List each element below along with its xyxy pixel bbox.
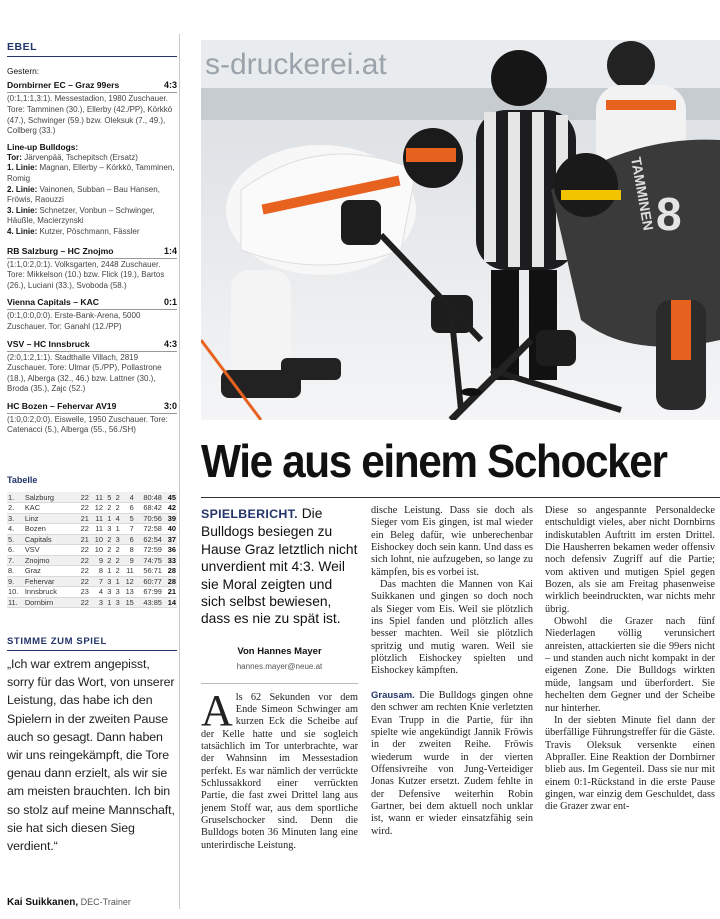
table-cell-l: 2	[112, 555, 120, 566]
table-cell-ot: 15	[121, 597, 135, 608]
article-paragraph: Grausam. Die Bulldogs gingen ohne den schwer am rechten Knie verletzten Evan Trupp in die Partie, für ihn spielte wie angekündigt Jannik Fröwis in der zweiten Reihe. Fröwis wiederum wurde in der vierten Offensivreihe von Jung-Verteidiger Jonas Kutzer ersetzt. Zudem fehlte in der Defensive weiterhin Robin Gartner, bei dem aktuell noch unklar ist, wann er wieder einsatzfähig sein wird.	[371, 689, 533, 837]
table-cell-l: 1	[112, 524, 120, 535]
table-cell-l: 1	[112, 576, 120, 587]
game-details: (0:1,0:0,0:0). Erste-Bank-Arena, 5000 Zuschauer. Tor: Ganahl (12./PP)	[7, 309, 177, 332]
table-cell-goals: 68:42	[135, 503, 163, 514]
table-cell-rank: 9.	[7, 576, 24, 587]
table-row	[7, 513, 177, 524]
table-cell-gp: 21	[76, 513, 90, 524]
article-paragraph: Als 62 Sekunden vor dem Ende Simeon Schwinger am kurzen Eck die Scheibe auf der Kelle hatte und sie sogleich tatsächlich im Tor unterbrachte, war der Wahnsinn im Messestadion perfekt. Es war nämlich der verrückte Schlussakkord einer verrückten Partie, die fast zwei Drittel lang aus jenem Stoff war, aus dem sportliche Gruselschocker sind. Denn die Bulldogs boten 36 Minuten lang eine unterirdische Leistung.	[201, 685, 358, 851]
results-block	[7, 66, 177, 436]
game-result	[7, 80, 177, 136]
table-cell-rank: 3.	[7, 513, 24, 524]
game-result	[7, 339, 177, 395]
lineup-row: 1. Linie: Magnan, Ellerby – Körkkö, Tamminen, Romig	[7, 163, 175, 183]
table-cell-l: 2	[112, 492, 120, 503]
table-cell-o: 5	[104, 492, 112, 503]
game-score: 0:1	[163, 297, 177, 308]
table-cell-gp: 22	[76, 566, 90, 577]
article-paragraph: Obwohl die Grazer nach fünf Niederlagen völlig verunsichert anreisten, attackierten sie die 99ers nicht – und standen auch nicht kompakt in der eigenen Zone. Die Bulldogs wirkten müde, langsam und überfordert. Sie hechelten dem Gegner und der Scheibe nur hinterher.	[545, 616, 715, 714]
table-cell-ot: 5	[121, 513, 135, 524]
table-cell-w: 4	[90, 587, 104, 598]
table-cell-gp: 21	[76, 534, 90, 545]
table-cell-ot: 7	[121, 524, 135, 535]
table-cell-w: 10	[90, 545, 104, 556]
table-cell-goals: 56:71	[135, 566, 163, 577]
game-result	[7, 297, 177, 332]
drop-cap: A	[201, 685, 233, 735]
table-cell-goals: 72:58	[135, 524, 163, 535]
quote-section-title: STIMME ZUM SPIEL	[7, 636, 107, 647]
table-row	[7, 524, 177, 535]
table-row	[7, 545, 177, 556]
quote-divider	[7, 650, 177, 651]
article-column-3	[545, 505, 715, 814]
table-cell-gp: 22	[76, 503, 90, 514]
game-details: (1:1,0:2,0:1). Volksgarten, 2448 Zuschauer. Tore: Mikkelson (10.) bzw. Flick (19.), Bartos (26.), Luciani (33.), Svoboda (58.)	[7, 258, 177, 292]
table-cell-team: Capitals	[24, 534, 76, 545]
table-cell-o: 2	[104, 545, 112, 556]
lineup-row: 4. Linie: Kutzer, Pöschmann, Fässler	[7, 226, 140, 236]
game-teams: RB Salzburg – HC Znojmo	[7, 245, 114, 256]
table-cell-goals: 67:99	[135, 587, 163, 598]
article-paragraph: Das machten die Mannen von Kai Suikkanen und gingen so doch noch als Sieger vom Eis. Weil sie plötzlich ins Spiel fanden und plötzlich alles besser machten. Weil sie plötzlich spritzig und mutig waren. Weil sie plötzlich Eishockey spielten und Eishockey kämpften.	[371, 579, 533, 677]
table-cell-l: 2	[112, 545, 120, 556]
table-cell-goals: 80:48	[135, 492, 163, 503]
table-cell-goals: 74:75	[135, 555, 163, 566]
table-cell-l: 3	[112, 534, 120, 545]
table-cell-pts: 28	[163, 576, 177, 587]
table-cell-rank: 5.	[7, 534, 24, 545]
quote-author-role: DEC-Trainer	[80, 897, 131, 907]
lineup-block	[7, 142, 177, 238]
table-title: Tabelle	[7, 475, 38, 485]
article-paragraph: dische Leistung. Dass sie doch als Sieger vom Eis gingen, ist mal wieder ein Beleg dafür, wie unberechenbar Eishockey doch sein kann. Und dass es sich lohnt, nie aufzugeben, so lange zu kämpfen, bis es vorbei ist.	[371, 505, 533, 578]
table-cell-team: Graz	[24, 566, 76, 577]
table-cell-w: 7	[90, 576, 104, 587]
byline	[201, 646, 358, 674]
game-score: 4:3	[163, 338, 177, 349]
standings-table	[7, 492, 177, 608]
lineup-row: Tor: Järvenpää, Tschepitsch (Ersatz)	[7, 152, 138, 162]
quote-author-name: Kai Suikkanen,	[7, 897, 79, 908]
table-cell-rank: 7.	[7, 555, 24, 566]
table-cell-pts: 21	[163, 587, 177, 598]
table-cell-team: Znojmo	[24, 555, 76, 566]
table-cell-l: 2	[112, 503, 120, 514]
table-cell-o: 3	[104, 587, 112, 598]
table-cell-gp: 22	[76, 492, 90, 503]
lineup-row: 2. Linie: Vainonen, Subban – Bau Hansen, Fröwis, Raouzzi	[7, 184, 160, 205]
article-teaser	[201, 505, 358, 628]
table-cell-w: 11	[90, 492, 104, 503]
table-cell-w: 11	[90, 513, 104, 524]
table-cell-pts: 42	[163, 503, 177, 514]
table-cell-team: KAC	[24, 503, 76, 514]
table-cell-team: Fehervar	[24, 576, 76, 587]
table-cell-team: VSV	[24, 545, 76, 556]
table-cell-l: 3	[112, 597, 120, 608]
table-cell-pts: 39	[163, 513, 177, 524]
table-cell-rank: 8.	[7, 566, 24, 577]
table-cell-o: 1	[104, 513, 112, 524]
table-cell-gp: 22	[76, 545, 90, 556]
table-cell-team: Bozen	[24, 524, 76, 535]
table-cell-o: 2	[104, 534, 112, 545]
game-score: 3:0	[163, 400, 177, 411]
article-paragraph: Diese so angespannte Personaldecke entschuldigt vieles, aber nicht Dornbirns indiskutablen Auftritt im ersten Drittel. Die Hausherren bekamen weder offensiv noch defensiv Zugriff auf die Partie; vom aktiven und mutigen Spiel gegen Bozen, als sie am Freitag phasenweise wirklich beeindruckten, war nichts mehr übrig.	[545, 505, 715, 615]
table-cell-l: 4	[112, 513, 120, 524]
table-cell-ot: 6	[121, 503, 135, 514]
table-row	[7, 576, 177, 587]
table-cell-ot: 6	[121, 534, 135, 545]
table-cell-gp: 22	[76, 555, 90, 566]
table-row	[7, 492, 177, 503]
headline: Wie aus einem Schocker	[201, 435, 667, 487]
faceoff-photo	[201, 40, 720, 420]
author-name: Von Hannes Mayer	[237, 645, 322, 657]
table-cell-l: 3	[112, 587, 120, 598]
game-result	[7, 246, 177, 292]
game-teams: Dornbirner EC – Graz 99ers	[7, 80, 120, 91]
table-cell-o: 1	[104, 597, 112, 608]
table-cell-goals: 43:85	[135, 597, 163, 608]
jersey-number: 8	[656, 188, 682, 240]
table-cell-ot: 4	[121, 492, 135, 503]
quote-author	[7, 897, 131, 908]
game-details: (1:0,0:2,0:0). Eiswelle, 1950 Zuschauer. Tore: Catenacci (5.), Alberga (55., 56./SH)	[7, 413, 177, 436]
table-cell-team: Linz	[24, 513, 76, 524]
game-score: 1:4	[163, 245, 177, 256]
table-cell-ot: 11	[121, 566, 135, 577]
table-cell-goals: 72:59	[135, 545, 163, 556]
table-cell-gp: 22	[76, 524, 90, 535]
table-row	[7, 597, 177, 608]
table-cell-goals: 60:77	[135, 576, 163, 587]
table-cell-l: 2	[112, 566, 120, 577]
table-cell-o: 2	[104, 555, 112, 566]
table-cell-w: 9	[90, 555, 104, 566]
game-details: (2:0,1:2,1:1). Stadthalle Villach, 2819 Zuschauer. Tore: Ulmar (5./PP), Pollastrone (18.), Alberga (32., 46.) bzw. Lattner (30.), Broda (35.), Zajc (52.)	[7, 351, 177, 395]
table-cell-gp: 23	[76, 587, 90, 598]
table-row	[7, 534, 177, 545]
table-row	[7, 566, 177, 577]
gestern-label: Gestern:	[7, 66, 40, 76]
table-cell-pts: 28	[163, 566, 177, 577]
table-cell-rank: 2.	[7, 503, 24, 514]
game-result	[7, 401, 177, 436]
table-cell-w: 10	[90, 534, 104, 545]
article-paragraph: In der siebten Minute fiel dann der überfällige Führungstreffer für die Gäste. Travis Oleksuk versenkte einen Abpraller. Eine Reaktion der Dornbirner blieb aus. Im Gegenteil. Dass sie nur mit einem 0:1-Rückstand in die erste Pause gingen, war einzig dem Geschuldet, dass die Grazer zwar ent-	[545, 714, 715, 813]
table-cell-team: Salzburg	[24, 492, 76, 503]
ad-banner-text: s-druckerei.at	[205, 48, 387, 81]
table-cell-rank: 11.	[7, 597, 24, 608]
headline-divider	[201, 497, 720, 498]
coach-quote: „Ich war extrem angepisst, sorry für das Wort, von unserer Leistung, das habe ich den Spielern in der zweiten Pause auch so gesagt. Dann haben wir uns reingekämpft, die Tore genau dann erzielt, als wir sie am meisten brauchten. Ich bin so stolz auf meine Mannschaft, sie hat sich diesen Sieg verdient.“	[7, 657, 175, 854]
table-cell-rank: 10.	[7, 587, 24, 598]
table-row	[7, 503, 177, 514]
article-column-1	[201, 505, 358, 852]
table-cell-goals: 70:56	[135, 513, 163, 524]
table-cell-pts: 14	[163, 597, 177, 608]
table-row	[7, 555, 177, 566]
table-cell-w: 12	[90, 503, 104, 514]
table-cell-team: Innsbruck	[24, 587, 76, 598]
table-cell-o: 3	[104, 576, 112, 587]
table-cell-w: 3	[90, 597, 104, 608]
game-details: (0:1,1:1,3:1). Messestadion, 1980 Zuschauer. Tore: Tamminen (30.), Ellerby (42./PP), Körkkö (47.), Schwinger (59.) bzw. Oleksuk (7., 49.), Collberg (33.)	[7, 92, 177, 136]
subheading: Grausam.	[371, 689, 415, 701]
jersey-name: TAMMINEN	[628, 155, 657, 232]
table-cell-o: 3	[104, 524, 112, 535]
table-cell-pts: 45	[163, 492, 177, 503]
game-teams: HC Bozen – Fehervar AV19	[7, 400, 117, 411]
table-cell-pts: 36	[163, 545, 177, 556]
author-email[interactable]: hannes.mayer@neue.at	[236, 662, 323, 672]
table-cell-w: 11	[90, 524, 104, 535]
table-cell-pts: 40	[163, 524, 177, 535]
league-title: EBEL	[7, 41, 38, 53]
table-cell-w: 8	[90, 566, 104, 577]
table-cell-o: 1	[104, 566, 112, 577]
article-kicker: SPIELBERICHT.	[201, 507, 298, 521]
table-cell-ot: 9	[121, 555, 135, 566]
table-cell-ot: 8	[121, 545, 135, 556]
table-cell-pts: 33	[163, 555, 177, 566]
puck	[461, 388, 481, 396]
table-cell-goals: 62:54	[135, 534, 163, 545]
title-divider	[7, 56, 177, 57]
table-cell-pts: 37	[163, 534, 177, 545]
game-teams: VSV – HC Innsbruck	[7, 338, 90, 349]
table-cell-rank: 1.	[7, 492, 24, 503]
results-sidebar	[0, 0, 184, 919]
table-cell-rank: 6.	[7, 545, 24, 556]
table-cell-team: Dornbirn	[24, 597, 76, 608]
table-cell-o: 2	[104, 503, 112, 514]
table-cell-gp: 22	[76, 597, 90, 608]
byline-divider	[201, 683, 358, 684]
lineup-title: Line-up Bulldogs:	[7, 141, 79, 152]
table-cell-ot: 13	[121, 587, 135, 598]
lineup-row: 3. Linie: Schnetzer, Vonbun – Schwinger, Häußle, Macierzynski	[7, 205, 155, 226]
article-column-2	[371, 505, 533, 838]
table-cell-ot: 12	[121, 576, 135, 587]
table-cell-rank: 4.	[7, 524, 24, 535]
game-teams: Vienna Capitals – KAC	[7, 297, 100, 308]
photo-illustration	[201, 40, 720, 420]
game-score: 4:3	[163, 80, 177, 91]
teaser-text: Die Bulldogs besiegen zu Hause Graz letztlich nicht unverdient mit 4:3. Weil sie Moral zeigten und sich selbst bewiesen, dass es nie zu spät ist.	[201, 506, 358, 627]
table-row	[7, 587, 177, 598]
table-cell-gp: 22	[76, 576, 90, 587]
